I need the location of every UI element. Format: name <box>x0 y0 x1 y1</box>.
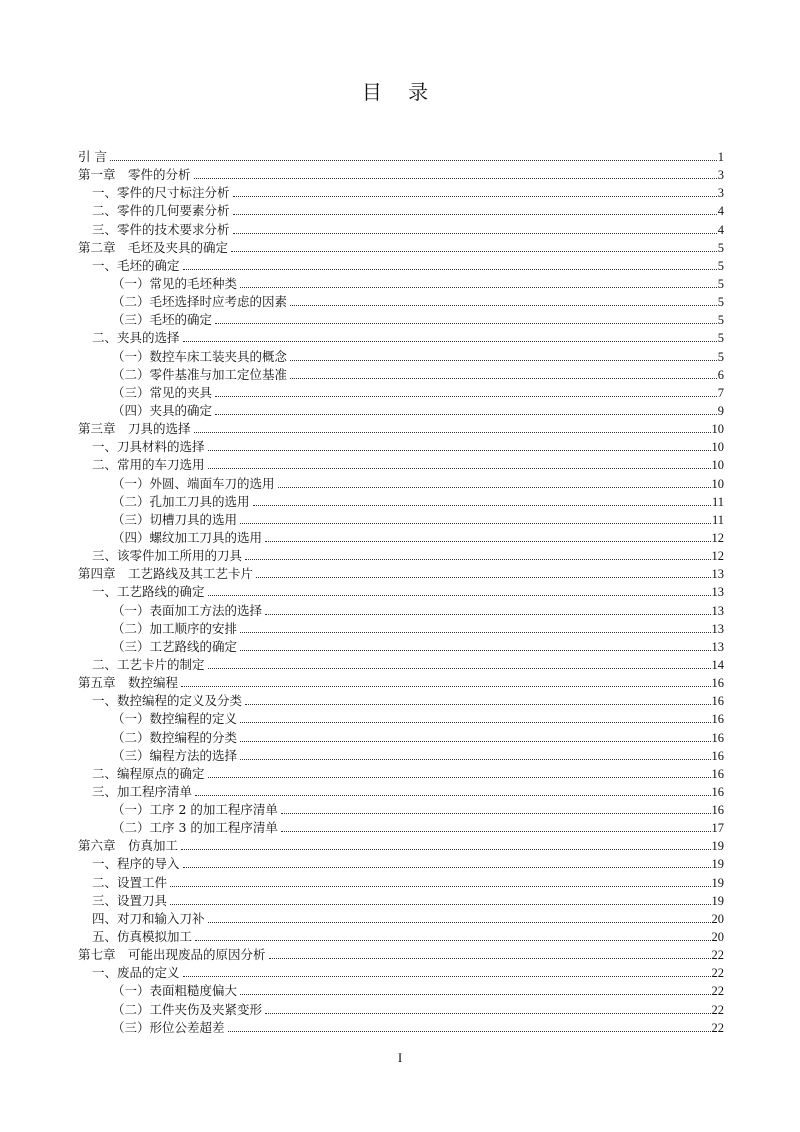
toc-entry-label: 二、设置工件 <box>92 874 168 890</box>
toc-section-entry[interactable] <box>78 892 724 910</box>
dot-leader <box>240 759 710 760</box>
toc-entry-page: 10 <box>711 440 724 455</box>
toc-section-entry[interactable] <box>78 964 724 982</box>
toc-chapter-entry[interactable] <box>78 946 724 964</box>
dot-leader <box>245 704 710 705</box>
toc-subsection-entry[interactable] <box>78 293 724 311</box>
dot-leader <box>256 577 710 578</box>
toc-entry-label: （一）数控编程的定义 <box>112 711 238 727</box>
toc-entry-page: 16 <box>711 748 724 763</box>
toc-entry-label: 三、加工程序清单 <box>92 783 193 799</box>
toc-entry-page: 20 <box>711 911 724 926</box>
toc-entry-label: 三、零件的技术要求分析 <box>92 221 230 237</box>
toc-subsection-entry[interactable] <box>78 384 724 402</box>
toc-section-entry[interactable] <box>78 547 724 565</box>
dot-leader <box>240 741 710 742</box>
toc-entry-page: 14 <box>711 657 724 672</box>
toc-entry-page: 10 <box>711 476 724 491</box>
dot-leader <box>208 450 711 451</box>
dot-leader <box>240 650 710 651</box>
dot-leader <box>195 940 710 941</box>
toc-entry-page: 12 <box>711 549 724 564</box>
dot-leader <box>233 233 717 234</box>
toc-entry-page: 6 <box>717 367 724 382</box>
toc-subsection-entry[interactable] <box>78 366 724 384</box>
toc-entry-page: 7 <box>717 385 724 400</box>
dot-leader <box>215 396 717 397</box>
toc-entry-label: （二）数控编程的分类 <box>112 729 238 745</box>
toc-entry-label: （二）工件夹伤及夹紧变形 <box>112 1001 263 1017</box>
toc-subsection-entry[interactable] <box>78 1019 724 1037</box>
toc-entry-label: （一）外圆、端面车刀的选用 <box>112 475 275 491</box>
toc-subsection-entry[interactable] <box>78 602 724 620</box>
toc-entry-label: 二、工艺卡片的制定 <box>92 656 205 672</box>
toc-entry-label: 一、毛坯的确定 <box>92 257 180 273</box>
toc-section-entry[interactable] <box>78 765 724 783</box>
dot-leader <box>208 595 711 596</box>
toc-subsection-entry[interactable] <box>78 638 724 656</box>
page-number: I <box>397 1050 403 1065</box>
toc-entry-page: 10 <box>711 458 724 473</box>
toc-entry-label: （二）工序 3 的加工程序清单 <box>112 820 278 836</box>
toc-subsection-entry[interactable] <box>78 311 724 329</box>
dot-leader <box>170 904 710 905</box>
toc-entry-page: 13 <box>711 603 724 618</box>
toc-entry-label: 引 言 <box>78 149 107 164</box>
dot-leader <box>290 305 717 306</box>
dot-leader <box>215 414 717 415</box>
toc-section-entry[interactable] <box>78 184 724 202</box>
dot-leader <box>290 378 717 379</box>
toc-section-entry[interactable] <box>78 855 724 873</box>
toc-entry-page: 10 <box>711 422 724 437</box>
toc-entry-label: （四）螺纹加工刀具的选用 <box>112 529 263 545</box>
dot-leader <box>195 795 710 796</box>
toc-entry-page: 22 <box>711 1002 724 1017</box>
toc-entry-label: （三）切槽刀具的选用 <box>112 511 238 527</box>
toc-subsection-entry[interactable] <box>78 1001 724 1019</box>
toc-subsection-entry[interactable] <box>78 819 724 837</box>
toc-entry-label: 二、夹具的选择 <box>92 330 180 346</box>
dot-leader <box>208 777 711 778</box>
toc-entry-page: 13 <box>711 567 724 582</box>
toc-entry-page: 5 <box>717 258 724 273</box>
dot-leader <box>281 813 711 814</box>
dot-leader <box>233 214 717 215</box>
toc-entry-label: （一）常见的毛坯种类 <box>112 275 238 291</box>
toc-entry-label: 一、刀具材料的选择 <box>92 439 205 455</box>
toc-entry-page: 5 <box>717 313 724 328</box>
toc-entry-page: 16 <box>711 766 724 781</box>
toc-entry-label: （二）毛坯选择时应考虑的因素 <box>112 294 288 310</box>
dot-leader <box>290 360 717 361</box>
toc-entry-page: 22 <box>711 948 724 963</box>
toc-entry-label: 第一章 零件的分析 <box>78 167 191 183</box>
dot-leader <box>215 323 717 324</box>
toc-entry-page: 13 <box>711 585 724 600</box>
dot-leader <box>181 849 710 850</box>
dot-leader <box>194 432 711 433</box>
dot-leader <box>253 505 711 506</box>
dot-leader <box>269 958 711 959</box>
toc-entry-page: 13 <box>711 621 724 636</box>
toc-entry-label: （三）常见的夹具 <box>112 384 213 400</box>
toc-entry-page: 20 <box>711 930 724 945</box>
toc-entry-label: （二）加工顺序的安排 <box>112 620 238 636</box>
toc-section-entry[interactable] <box>78 692 724 710</box>
dot-leader <box>265 541 710 542</box>
dot-leader <box>233 196 717 197</box>
toc-entry-label: 一、废品的定义 <box>92 965 180 981</box>
toc-entry-page: 3 <box>717 168 724 183</box>
dot-leader <box>240 287 717 288</box>
toc-entry-page: 4 <box>717 222 724 237</box>
dot-leader <box>240 722 710 723</box>
toc-entry-page: 19 <box>711 839 724 854</box>
toc-entry-page: 22 <box>711 984 724 999</box>
toc-subsection-entry[interactable] <box>78 982 724 1000</box>
toc-entry-label: （三）形位公差超差 <box>112 1019 225 1035</box>
toc-entry-label: （二）孔加工刀具的选用 <box>112 493 250 509</box>
dot-leader <box>194 178 717 179</box>
toc-entry-label: 一、程序的导入 <box>92 856 180 872</box>
toc-chapter-entry[interactable] <box>78 148 724 166</box>
dot-leader <box>265 1013 710 1014</box>
toc-section-entry[interactable] <box>78 329 724 347</box>
dot-leader <box>240 523 711 524</box>
dot-leader <box>278 487 711 488</box>
toc-entry-page: 12 <box>711 530 724 545</box>
toc-entry-page: 13 <box>711 639 724 654</box>
toc-entry-page: 19 <box>711 857 724 872</box>
toc-entry-label: 第二章 毛坯及夹具的确定 <box>78 239 229 255</box>
toc-entry-page: 11 <box>711 512 724 527</box>
toc-entry-label: 第五章 数控编程 <box>78 675 179 691</box>
toc-entry-page: 16 <box>711 694 724 709</box>
toc-entry-label: 第四章 工艺路线及其工艺卡片 <box>78 566 254 582</box>
dot-leader <box>281 831 711 832</box>
dot-leader <box>170 886 710 887</box>
toc-chapter-entry[interactable] <box>78 674 724 692</box>
toc-entry-label: （三）编程方法的选择 <box>112 747 238 763</box>
toc-subsection-entry[interactable] <box>78 511 724 529</box>
toc-entry-label: （一）表面粗糙度偏大 <box>112 983 238 999</box>
toc-entry-label: 二、零件的几何要素分析 <box>92 203 230 219</box>
toc-entry-page: 5 <box>717 240 724 255</box>
toc-section-entry[interactable] <box>78 910 724 928</box>
toc-section-entry[interactable] <box>78 783 724 801</box>
toc-subsection-entry[interactable] <box>78 493 724 511</box>
toc-entry-label: 一、工艺路线的确定 <box>92 584 205 600</box>
toc-subsection-entry[interactable] <box>78 620 724 638</box>
toc-entry-label: （一）表面加工方法的选择 <box>112 602 263 618</box>
toc-entry-page: 16 <box>711 730 724 745</box>
dot-leader <box>208 922 711 923</box>
toc-entry-label: （三）工艺路线的确定 <box>112 638 238 654</box>
dot-leader <box>240 994 710 995</box>
toc-entry-page: 17 <box>711 821 724 836</box>
toc-chapter-entry[interactable] <box>78 420 724 438</box>
dot-leader <box>183 867 711 868</box>
toc-entry-page: 16 <box>711 784 724 799</box>
toc-entry-page: 19 <box>711 893 724 908</box>
dot-leader <box>208 668 711 669</box>
toc-entry-page: 4 <box>717 204 724 219</box>
toc-entry-page: 16 <box>711 803 724 818</box>
toc-entry-label: 五、仿真模拟加工 <box>92 929 193 945</box>
toc-entry-page: 3 <box>717 186 724 201</box>
toc-entry-label: （一）数控车床工装夹具的概念 <box>112 348 288 364</box>
dot-leader <box>265 614 710 615</box>
toc-section-entry[interactable] <box>78 928 724 946</box>
toc-entry-page: 9 <box>717 403 724 418</box>
dot-leader <box>183 341 717 342</box>
toc-entry-page: 5 <box>717 331 724 346</box>
toc-entry-page: 16 <box>711 712 724 727</box>
toc-section-entry[interactable] <box>78 202 724 220</box>
toc-entry-label: 三、设置刀具 <box>92 892 168 908</box>
toc-entry-label: 四、对刀和输入刀补 <box>92 910 205 926</box>
toc-chapter-entry[interactable] <box>78 565 724 583</box>
toc-entry-label: 二、编程原点的确定 <box>92 765 205 781</box>
dot-leader <box>183 269 717 270</box>
toc-entry-page: 16 <box>711 676 724 691</box>
toc-subsection-entry[interactable] <box>78 729 724 747</box>
toc-subsection-entry[interactable] <box>78 747 724 765</box>
toc-entry-label: 一、数控编程的定义及分类 <box>92 693 243 709</box>
toc-entry-label: 二、常用的车刀选用 <box>92 457 205 473</box>
page-title: 目 录 <box>361 80 439 104</box>
toc-section-entry[interactable] <box>78 257 724 275</box>
toc-entry-label: 第六章 仿真加工 <box>78 838 179 854</box>
toc-subsection-entry[interactable] <box>78 710 724 728</box>
toc-entry-page: 19 <box>711 875 724 890</box>
toc-subsection-entry[interactable] <box>78 529 724 547</box>
dot-leader <box>208 468 711 469</box>
toc-entry-label: 第七章 可能出现废品的原因分析 <box>78 947 266 963</box>
dot-leader <box>231 251 717 252</box>
toc-chapter-entry[interactable] <box>78 837 724 855</box>
toc-entry-page: 5 <box>717 295 724 310</box>
toc-entry-page: 5 <box>717 276 724 291</box>
toc-entry-page: 1 <box>717 150 724 164</box>
toc-entry-label: 一、零件的尺寸标注分析 <box>92 185 230 201</box>
dot-leader <box>228 1031 711 1032</box>
toc-chapter-entry[interactable] <box>78 239 724 257</box>
toc-subsection-entry[interactable] <box>78 348 724 366</box>
dot-leader <box>183 976 711 977</box>
toc-section-entry[interactable] <box>78 438 724 456</box>
toc-entry-label: 第三章 刀具的选择 <box>78 421 191 437</box>
toc-entry-page: 5 <box>717 349 724 364</box>
toc-section-entry[interactable] <box>78 221 724 239</box>
toc-entry-label: （四）夹具的确定 <box>112 402 213 418</box>
table-of-contents <box>78 148 724 1037</box>
toc-entry-label: （三）毛坯的确定 <box>112 312 213 328</box>
dot-leader <box>245 559 710 560</box>
toc-subsection-entry[interactable] <box>78 475 724 493</box>
toc-subsection-entry[interactable] <box>78 275 724 293</box>
toc-section-entry[interactable] <box>78 583 724 601</box>
dot-leader <box>110 160 717 161</box>
toc-subsection-entry[interactable] <box>78 402 724 420</box>
toc-entry-page: 11 <box>711 494 724 509</box>
toc-section-entry[interactable] <box>78 656 724 674</box>
toc-subsection-entry[interactable] <box>78 801 724 819</box>
toc-entry-label: 三、该零件加工所用的刀具 <box>92 548 243 564</box>
dot-leader <box>240 632 710 633</box>
toc-section-entry[interactable] <box>78 456 724 474</box>
toc-entry-page: 22 <box>711 966 724 981</box>
toc-section-entry[interactable] <box>78 874 724 892</box>
toc-entry-label: （一）工序 2 的加工程序清单 <box>112 802 278 818</box>
toc-entry-page: 22 <box>711 1020 724 1035</box>
toc-chapter-entry[interactable] <box>78 166 724 184</box>
dot-leader <box>181 686 710 687</box>
toc-entry-label: （二）零件基准与加工定位基准 <box>112 366 288 382</box>
